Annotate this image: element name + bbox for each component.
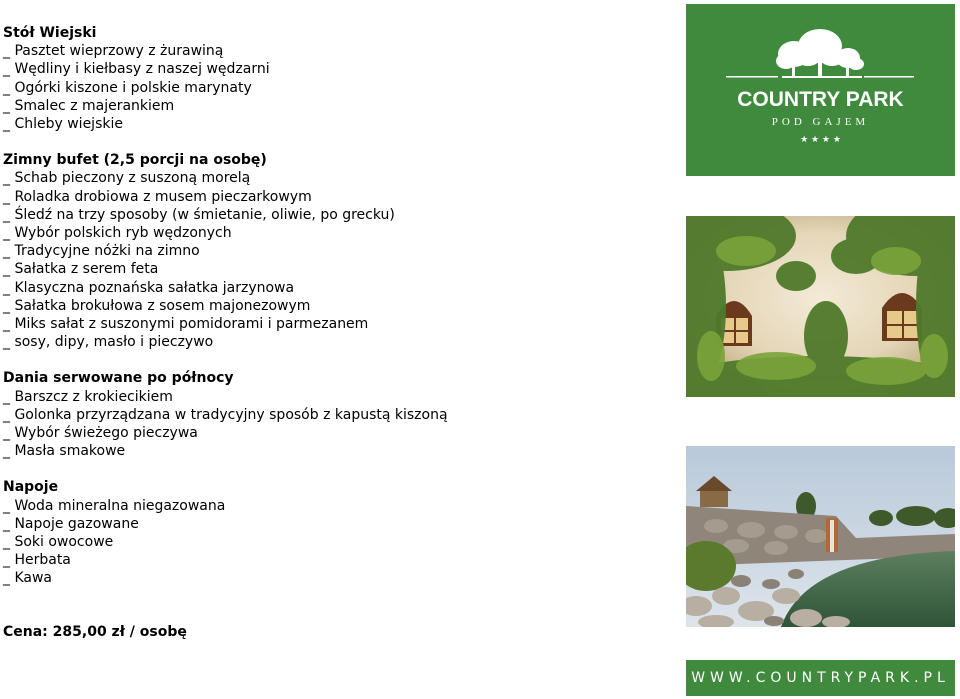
menu-item: _ Wędliny i kiełbasy z naszej wędzarni — [3, 61, 270, 78]
country-park-logo — [686, 4, 955, 176]
logo-stars: ★ ★ ★ ★ — [800, 135, 841, 145]
section-title: Dania serwowane po północy — [3, 370, 234, 387]
logo-graphic — [686, 4, 955, 176]
menu-item: _ Sałatka brokułowa z sosem majonezowym — [3, 297, 311, 314]
menu-item: _ Golonka przyrządzana w tradycyjny sposób z kapustą kiszoną — [3, 406, 448, 423]
menu-item: _ Napoje gazowane — [3, 515, 139, 532]
menu-item: _ Ogórki kiszone i polskie marynaty — [3, 79, 252, 96]
menu-section-napoje — [3, 478, 663, 587]
logo-sub: POD GAJEM — [771, 116, 870, 128]
menu-item: _ Śledź na trzy sposoby (w śmietanie, oliwie, po grecku) — [3, 206, 395, 223]
photo-garden-pond — [686, 446, 955, 627]
menu-item: _ Wybór polskich ryb wędzonych — [3, 225, 232, 242]
menu-section-stol-wiejski — [3, 24, 663, 133]
menu-item: _ Woda mineralna niegazowana — [3, 497, 226, 514]
website-link[interactable]: WWW.COUNTRYPARK.PL — [686, 660, 955, 696]
menu-item: _ Chleby wiejskie — [3, 116, 123, 133]
menu-item: _ Herbata — [3, 552, 71, 569]
menu-item: _ Pasztet wieprzowy z żurawiną — [3, 43, 224, 60]
menu-item: _ Soki owocowe — [3, 534, 114, 551]
menu-item: _ Kawa — [3, 570, 52, 587]
menu-item: _ Smalec z majerankiem — [3, 97, 175, 114]
menu-item: _ Miks sałat z suszonymi pomidorami i parmezanem — [3, 316, 369, 333]
price-label: Cena: 285,00 zł / osobę — [3, 624, 187, 640]
menu-item: _ Klasyczna poznańska sałatka jarzynowa — [3, 279, 295, 296]
menu-item: _ Wybór świeżego pieczywa — [3, 425, 198, 442]
menu-item: _ Roladka drobiowa z musem pieczarkowym — [3, 188, 312, 205]
menu-section-dania-po-polnocy — [3, 369, 663, 460]
logo-divider-left — [726, 76, 778, 78]
section-title: Zimny bufet (2,5 porcji na osobę) — [3, 152, 267, 169]
menu-item: _ Tradycyjne nóżki na zimno — [3, 243, 200, 260]
menu-item: _ Barszcz z krokiecikiem — [3, 388, 173, 405]
menu-item: _ sosy, dipy, masło i pieczywo — [3, 334, 214, 351]
section-title: Napoje — [3, 479, 59, 496]
menu-item: _ Sałatka z serem feta — [3, 261, 159, 278]
menu-item: _ Schab pieczony z suszoną morelą — [3, 170, 251, 187]
tree-icon — [776, 29, 864, 78]
section-title: Stół Wiejski — [3, 25, 97, 41]
menu-item: _ Masła smakowe — [3, 443, 126, 460]
logo-divider-right — [864, 76, 914, 78]
menu-list — [3, 24, 663, 606]
photo-ivy-building — [686, 216, 955, 397]
logo-brand: COUNTRY PARK — [737, 88, 904, 111]
menu-section-zimny-bufet — [3, 151, 663, 351]
